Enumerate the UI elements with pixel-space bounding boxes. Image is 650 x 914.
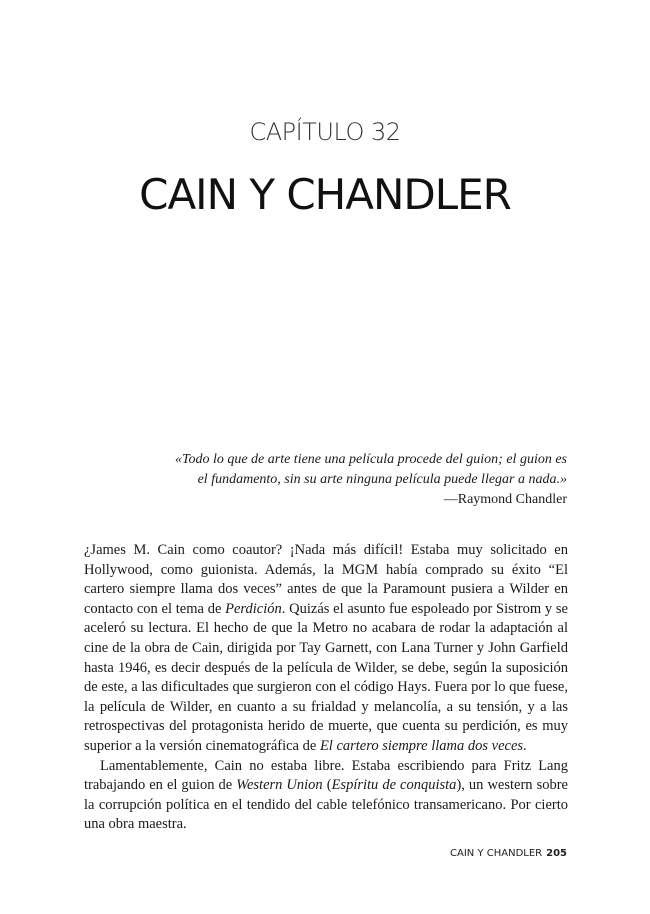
- page-footer: [0, 848, 567, 859]
- epigraph-quote: «Todo lo que de arte tiene una película procede del guion; el guion es el fundamento, sin su arte ninguna película puede llegar a nada.»: [174, 452, 567, 487]
- body-text: [84, 541, 568, 835]
- film-title: Espíritu de conquista: [331, 777, 457, 794]
- paragraph: [84, 757, 568, 835]
- text-segment: .: [523, 737, 527, 754]
- page-number: 205: [546, 848, 567, 859]
- film-title: El cartero siempre llama dos veces: [319, 737, 524, 754]
- text-segment: Lamentablemente, Cain no estaba libre. Estaba escribiendo para Fritz Lang trabajando en el guion de: [84, 757, 568, 794]
- text-segment: ), un western sobre la corrupción política en el tendido del cable telefónico transamericano. Por cierto una obra maestra.: [84, 777, 568, 833]
- text-segment: . Quizás el asunto fue espoleado por Sistrom y se aceleró su lectura. El hecho de que la Metro no acabara de rodar la adaptación al cine de la obra de Cain, dirigida por Tay Garnett, con Lana Turner y John Garfield hasta 1946, es decir después de la película de Wilder, se debe, según la suposición de este, a las dificultades que surgieron con el código Hays. Fuera por lo que fuese, la película de Wilder, en cuanto a su frialdad y melancolía, a su tensión, y a las retrospectivas del protagonista herido de muerte, que cuenta su perdición, es muy superior a la versión cinematográfica de: [84, 600, 568, 754]
- text-segment: ¿James M. Cain como coautor? ¡Nada más difícil! Estaba muy solicitado en Hollywood, como guionista. Además, la MGM había comprado su éxito “El cartero siempre llama dos veces” antes de que la Paramount pusiera a Wilder en contacto con el tema de: [84, 542, 568, 617]
- running-head: CAIN Y CHANDLER: [450, 848, 543, 859]
- epigraph-author: —Raymond Chandler: [443, 492, 567, 507]
- text-segment: (: [322, 777, 332, 794]
- paragraph: [84, 541, 568, 757]
- chapter-title: CAIN Y CHANDLER: [139, 170, 511, 219]
- chapter-label: CAPÍTULO 32: [249, 118, 401, 146]
- film-title: Perdición: [225, 600, 282, 617]
- epigraph: [165, 450, 567, 510]
- film-title: Western Union: [236, 777, 323, 794]
